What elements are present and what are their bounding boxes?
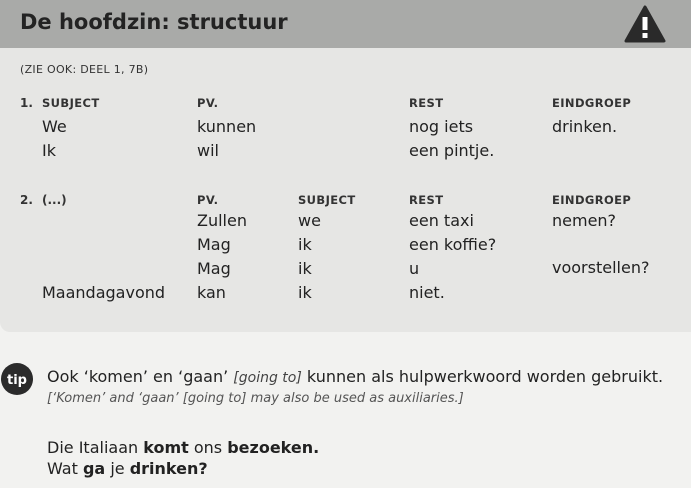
- s2-row1-rest: een taxi: [409, 211, 474, 230]
- s2-row3-pv: Mag: [197, 259, 231, 278]
- section-2-header-pv: PV.: [197, 193, 219, 207]
- example-1-bold-1: komt: [143, 438, 189, 457]
- s2-row3-subject: ik: [298, 259, 312, 278]
- section-1-header-subject: SUBJECT: [42, 96, 100, 110]
- example-2-part-2: je: [110, 459, 125, 478]
- example-1-part-2: ons: [193, 438, 223, 457]
- section-2-lead: (...): [42, 193, 67, 207]
- s2-row4-subject: ik: [298, 283, 312, 302]
- s2-row2-rest: een koffie?: [409, 235, 497, 254]
- example-2-part-1: Wat: [47, 459, 78, 478]
- section-1-header-pv: PV.: [197, 96, 219, 110]
- example-1-part-1: Die Italiaan: [47, 438, 139, 457]
- s2-row2-subject: ik: [298, 235, 312, 254]
- section-1-number: 1.: [20, 96, 33, 110]
- section-1-header-eindgroep: EINDGROEP: [552, 96, 632, 110]
- example-2-bold-2: drinken?: [129, 459, 208, 478]
- tip-text-italic: [going to]: [233, 370, 302, 386]
- s2-row1-pv: Zullen: [197, 211, 247, 230]
- s2-row4-lead: Maandagavond: [42, 283, 166, 302]
- tip-icon: [0, 362, 34, 396]
- section-2-header-subject: SUBJECT: [298, 193, 356, 207]
- s1-row2-rest: een pintje.: [409, 141, 495, 160]
- s2-row3-eindgroep: voorstellen?: [552, 258, 650, 277]
- s2-row4-pv: kan: [197, 283, 226, 302]
- s2-row2-pv: Mag: [197, 235, 231, 254]
- s2-row3-rest: u: [409, 259, 420, 278]
- tip-text-after: kunnen als hulpwerkwoord worden gebruikt.: [306, 367, 664, 386]
- s1-row2-pv: wil: [197, 141, 219, 160]
- example-1-bold-2: bezoeken.: [227, 438, 320, 457]
- header-bar: [0, 0, 691, 48]
- warning-triangle-icon: [624, 5, 666, 43]
- cross-reference: (ZIE OOK: DEEL 1, 7B): [20, 63, 149, 76]
- s1-row1-eindgroep: drinken.: [552, 117, 618, 136]
- section-1-header-rest: REST: [409, 96, 444, 110]
- tip-translation: [‘Komen’ and ‘gaan’ [going to] may also be used as auxiliaries.]: [47, 391, 464, 406]
- s2-row1-subject: we: [298, 211, 321, 230]
- s1-row2-subject: Ik: [42, 141, 56, 160]
- section-2-number: 2.: [20, 193, 33, 207]
- s1-row1-subject: We: [42, 117, 67, 136]
- example-2-bold-1: ga: [82, 459, 106, 478]
- s2-row4-rest: niet.: [409, 283, 445, 302]
- tip-icon-label: tip: [7, 373, 27, 388]
- section-2-header-eindgroep: EINDGROEP: [552, 193, 632, 207]
- tip-text-before: Ook ‘komen’ en ‘gaan’: [47, 367, 229, 386]
- s1-row1-rest: nog iets: [409, 117, 474, 136]
- page-title: De hoofdzin: structuur: [20, 10, 288, 34]
- section-2-header-rest: REST: [409, 193, 444, 207]
- tip-text: [47, 367, 663, 386]
- s1-row1-pv: kunnen: [197, 117, 257, 136]
- example-sentence-2: [47, 459, 208, 478]
- example-sentence-1: [47, 438, 319, 457]
- s2-row1-eindgroep: nemen?: [552, 211, 617, 230]
